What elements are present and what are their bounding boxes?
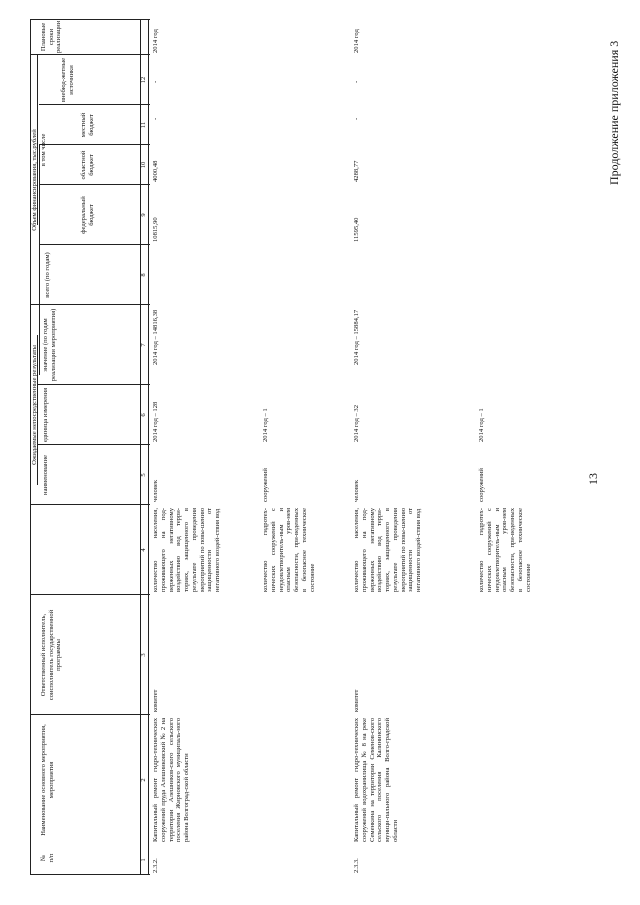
row-2-local: - [353,117,360,120]
row-1-result-1-name: количество населения, проживающего на под-верженных негативному воздействию вод терри-ториях, защищенного в результате проведения мероприятий по повы-шению защищенности от негативного воздей-ствия вод [152,508,222,592]
header-expected-results: Ожидаемые непосредственные результаты [31,345,38,465]
row-2-result-1-name: количество населения, проживающего на под-верженных негативному воздействию вод терри-ториях, защищенного в результате проведения мероприятий по повы-шению защищенности от негативного воздей-ствия вод [353,508,423,592]
col-number-1: 1 [140,858,147,862]
col-sep-6 [30,304,150,305]
row-1-regional: 4000,48 [152,160,159,182]
col-number-11: 11 [140,121,147,129]
table-left-border [30,874,150,875]
col-number-3: 3 [140,653,147,657]
row-2-term: 2014 год [353,29,360,53]
col-sep-10 [39,104,150,105]
row-1-result-2-value: 2014 год – 1 [262,408,269,442]
col-number-8: 8 [140,273,147,277]
row-2-result-1-unit: человек [353,479,360,502]
row-2-regional: 4288,77 [353,160,360,182]
row-2-num: 2.3.3. [353,858,360,873]
row-2-total: 2014 год – 15884,17 [353,309,360,365]
col-sep-7 [39,244,150,245]
col-number-5: 5 [140,473,147,477]
column-numbers-bottom [148,20,149,875]
row-1-result-2-unit: сооружений [262,468,269,502]
header-extra: внебюд-жетные источники [60,57,75,103]
header-result-value: значение (по годам реализации мероприятия) [42,308,57,382]
row-1-total: 2014 год – 14816,38 [152,309,159,365]
col-number-10: 10 [140,161,147,169]
col-sep-9 [39,144,150,145]
header-local: местный бюджет [80,112,95,138]
header-funding: Объем финансирования, тыс.рублей [31,129,38,231]
row-1-executor: комитет [152,689,159,712]
row-1-name: Капитальный ремонт гидро-технических сооружений пруда Алешниковский № 2 на территории Алешников-ского сельского поселения Жирновского муниципаль-ного района Волгоград-ской области [152,718,191,842]
header-executor: Ответственный исполнитель, соисполнитель государственной программы [40,609,63,701]
col-number-9: 9 [140,213,147,217]
table-right-border [30,19,150,20]
header-result-name: наименование [42,455,49,495]
row-1-federal: 10815,90 [152,217,159,242]
col-number-6: 6 [140,413,147,417]
header-terms: Плановые сроки реализации [40,20,63,53]
row-2-result-2-unit: сооружений [478,468,485,502]
col-sep-2 [30,594,150,595]
header-result-unit: единица измерения [42,387,49,443]
header-regional: областной бюджет [80,150,95,180]
row-2-federal: 11595,40 [353,217,360,242]
col-sep-4 [37,444,150,445]
col-sep-8 [39,184,150,185]
row-1-extra: - [152,80,159,83]
col-number-7: 7 [140,343,147,347]
page-number: 13 [586,473,600,485]
row-2-result-1-value: 2014 год – 32 [353,404,360,442]
header-federal: федеральный бюджет [80,196,95,234]
row-1-result-1-value: 2014 год – 128 [152,401,159,442]
row-1-local: - [152,117,159,120]
row-2-name: Капитальный ремонт гидро-технических сооружений водохранилища № 8 на реке Семенкина на территории Семенов-ского сельского поселения Калининского муници-пального района Волго-градской области [353,718,399,842]
header-name: Наименование основного мероприятия, мероприятия [40,724,55,836]
col-sep-3 [30,504,150,505]
col-sep-11 [30,54,150,55]
row-2-result-2-name: количество гидротех-нических сооружений с неудовлетворитель-ным и опасным уров-нем безопасности, при-веденных в безопасное техническое состояние [478,508,532,592]
col-number-2: 2 [140,778,147,782]
row-2-extra: - [353,80,360,83]
header-incl: в том числе [40,133,47,167]
header-num: № п/п [40,853,55,863]
row-2-executor: комитет [353,689,360,712]
col-number-12: 12 [140,76,147,84]
row-1-num: 2.3.2. [152,858,159,873]
header-total: всего (по годам) [44,252,51,298]
row-1-term: 2014 год [152,29,159,53]
continuation-label: Продолжение приложения 3 [607,40,621,185]
row-1-result-1-unit: человек [152,479,159,502]
col-sep-5 [37,384,150,385]
row-2-result-2-value: 2014 год – 1 [478,408,485,442]
row-1-result-2-name: количество гидротех-нических сооружений с неудовлетворитель-ным и опасным уров-нем безопасности, при-веденных в безопасное техническое состояние [262,508,316,592]
col-number-4: 4 [140,548,147,552]
col-sep-1 [30,714,150,715]
